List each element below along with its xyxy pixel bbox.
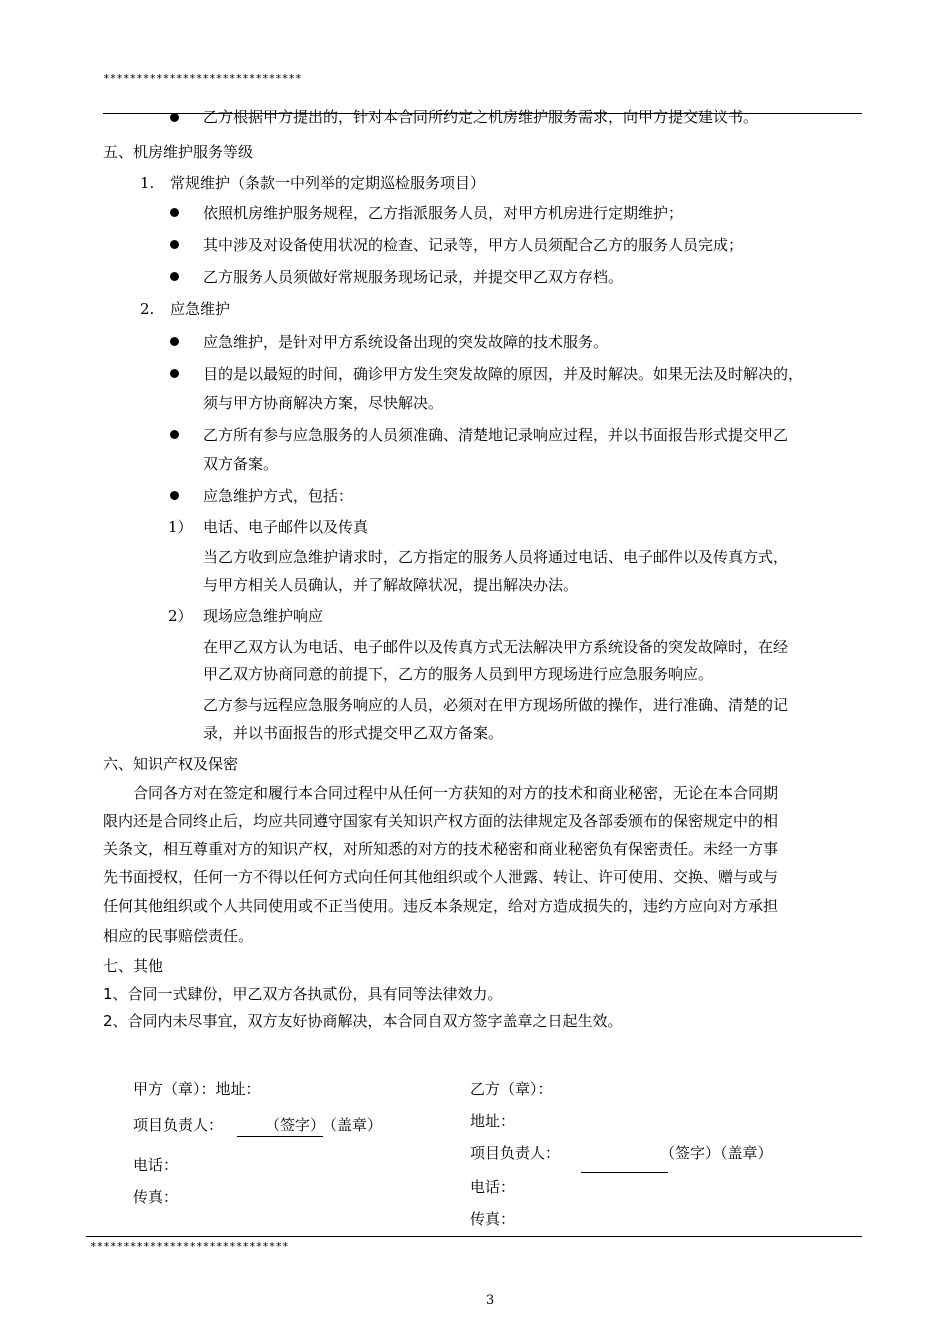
item2-para2-line1: 乙方参与远程应急服务响应的人员，必须对在甲方现场所做的操作，进行准确、清楚的记	[203, 696, 789, 714]
bullet-icon	[170, 430, 179, 439]
bullet-icon	[170, 337, 179, 346]
section6-line: 关条文，相互尊重对方的知识产权，对所知悉的对方的技术秘密和商业秘密负有保密责任。未经一方事	[103, 840, 779, 858]
sub1-number: 1.	[140, 174, 155, 192]
header-stars: ******************************	[103, 72, 302, 85]
sub2-bullet-4: 应急维护方式，包括：	[203, 487, 354, 505]
party-a-sign-label: （签字）	[265, 1116, 326, 1134]
sub2-bullet-1: 应急维护，是针对甲方系统设备出现的突发故障的技术服务。	[203, 333, 609, 351]
item1-title: 电话、电子邮件以及传真	[203, 518, 369, 536]
item2-title: 现场应急维护响应	[203, 607, 324, 625]
sub2-title: 应急维护	[170, 300, 231, 318]
party-b-signature-line	[581, 1172, 668, 1173]
sub1-bullet-1: 依照机房维护服务规程，乙方指派服务人员，对甲方机房进行定期维护；	[203, 204, 684, 222]
party-a-fax-label: 传真：	[133, 1188, 179, 1206]
bullet-icon	[170, 208, 179, 217]
item2-para1-line2: 甲乙双方协商同意的前提下，乙方的服务人员到甲方现场进行应急服务响应。	[203, 665, 714, 683]
party-b-phone-label: 电话：	[470, 1178, 516, 1196]
sub2-number: 2.	[140, 300, 155, 318]
bullet-icon	[170, 369, 179, 378]
top-bullet-text: 乙方根据甲方提出的，针对本合同所约定之机房维护服务需求，向甲方提交建议书。	[203, 108, 759, 126]
party-a-signature-line	[237, 1136, 323, 1137]
bullet-icon	[170, 272, 179, 281]
sub2-bullet-2-line1: 目的是以最短的时间，确诊甲方发生突发故障的原因，并及时解决。如果无法及时解决的，	[203, 365, 804, 383]
section6-line: 先书面授权，任何一方不得以任何方式向任何其他组织或个人泄露、转让、许可使用、交换、赠与或与	[103, 868, 779, 886]
item2-para2-line2: 录，并以书面报告的形式提交甲乙双方备案。	[203, 724, 504, 742]
sub1-title: 常规维护（条款一中列举的定期巡检服务项目）	[170, 174, 486, 192]
sub2-bullet-2-line2: 须与甲方协商解决方案，尽快解决。	[203, 394, 444, 412]
item2-number: 2）	[168, 607, 193, 625]
party-a-seal-label: （盖章）	[322, 1116, 383, 1134]
bullet-icon	[170, 113, 179, 122]
sub2-bullet-3-line2: 双方备案。	[203, 455, 279, 473]
section6-line: 任何其他组织或个人共同使用或不正当使用。违反本条规定，给对方造成损失的，违约方应向对方承担	[103, 897, 779, 915]
section6-title: 六、知识产权及保密	[103, 755, 239, 773]
party-a-manager-label: 项目负责人：	[133, 1116, 224, 1134]
section7-item-text: 、合同一式肆份，甲乙双方各执贰份，具有同等法律效力。	[112, 985, 503, 1003]
party-b-fax-label: 传真：	[470, 1210, 516, 1228]
item1-para-line2: 与甲方相关人员确认，并了解故障状况，提出解决办法。	[203, 576, 579, 594]
item2-para1-line1: 在甲乙双方认为电话、电子邮件以及传真方式无法解决甲方系统设备的突发故障时，在经	[203, 638, 789, 656]
section7-item-text: 、合同内未尽事宜，双方友好协商解决，本合同自双方签字盖章之日起生效。	[112, 1012, 623, 1030]
sub2-bullet-3-line1: 乙方所有参与应急服务的人员须准确、清楚地记录响应过程，并以书面报告形式提交甲乙	[203, 426, 789, 444]
party-b-address-label: 地址：	[470, 1112, 516, 1130]
party-a-label: 甲方（章）：地址：	[133, 1080, 261, 1098]
section7-item-number: 2	[103, 1012, 113, 1030]
party-b-label: 乙方（章）：	[470, 1080, 553, 1098]
party-b-sign-seal-label: （签字）（盖章）	[660, 1144, 773, 1162]
bullet-icon	[170, 240, 179, 249]
item1-number: 1）	[168, 518, 193, 536]
item1-para-line1: 当乙方收到应急维护请求时，乙方指定的服务人员将通过电话、电子邮件以及传真方式，	[203, 548, 789, 566]
bullet-icon	[170, 491, 179, 500]
sub1-bullet-3: 乙方服务人员须做好常规服务现场记录，并提交甲乙双方存档。	[203, 268, 624, 286]
party-b-manager-label: 项目负责人：	[470, 1144, 561, 1162]
sub1-bullet-2: 其中涉及对设备使用状况的检查、记录等，甲方人员须配合乙方的服务人员完成；	[203, 236, 744, 254]
page-number: 3	[486, 1293, 495, 1308]
footer-stars: ******************************	[90, 1240, 289, 1253]
section6-line: 限内还是合同终止后，均应共同遵守国家有关知识产权方面的法律规定及各部委颁布的保密规定中的相	[103, 812, 779, 830]
section5-title: 五、机房维护服务等级	[103, 143, 254, 161]
section7-item-number: 1	[103, 985, 113, 1003]
party-a-phone-label: 电话：	[133, 1156, 179, 1174]
section6-line: 相应的民事赔偿责任。	[103, 927, 254, 945]
section6-line: 合同各方对在签定和履行本合同过程中从任何一方获知的对方的技术和商业秘密，无论在本合同期	[133, 784, 779, 802]
section7-title: 七、其他	[103, 957, 164, 975]
